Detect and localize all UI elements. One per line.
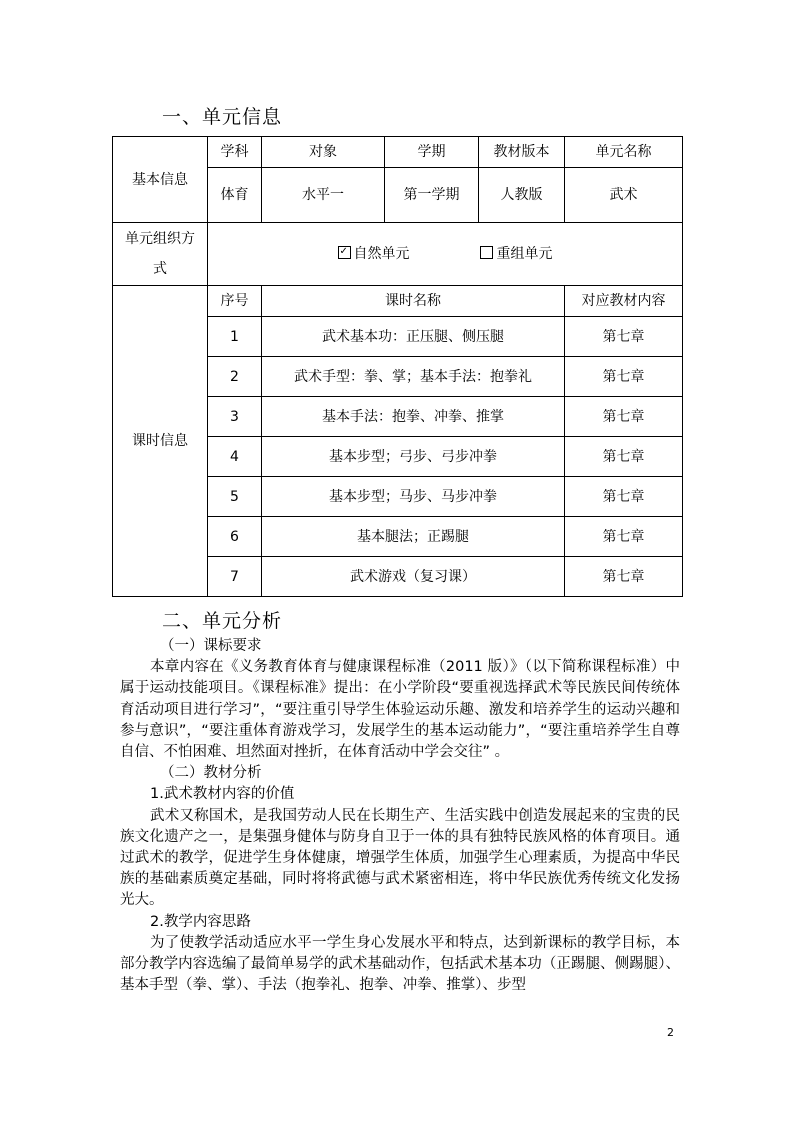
lesson-content: 第七章 [565,397,683,437]
page-number: 2 [667,1026,674,1039]
subheading-curriculum-standard: （一）课标要求 [160,638,262,654]
checkbox-empty-icon [480,246,493,259]
lesson-content: 第七章 [565,317,683,357]
subheading-textbook-analysis: （二）教材分析 [160,765,262,782]
org-label: 单元组织方式 [113,223,208,286]
lesson-no: 3 [208,397,262,437]
lesson-name: 基本步型；马步、马步冲拳 [262,477,565,517]
subheading-content-value: 1.武术教材内容的价值 [150,786,295,803]
basic-info-label: 基本信息 [113,137,208,223]
checkbox-label: 重组单元 [496,246,553,262]
lesson-no: 1 [208,317,262,357]
paragraph-curriculum-standard: 本章内容在《义务教育体育与健康课程标准（2011 版）》（以下简称课程标准）中属于运动技能项目。《课程标准》提出：在小学阶段“要重视选择武术等民族民间传统体育活动项目进行学习”，“要注重引导学生体验运动乐趣、激发和培养学生的运动兴趣和参与意识”，“要注重体育游戏学习，发展学生的基本运动能力”，“要注重培养学生自尊自信、不怕困难、坦然面对挫折，在体育活动中学会交往” 。 [120,659,680,761]
header-edition: 教材版本 [479,137,565,168]
unit-info-table [112,136,683,597]
checkbox-regroup-unit[interactable] [480,244,552,264]
value-semester: 第一学期 [385,168,479,223]
lesson-header-name: 课时名称 [262,286,565,317]
paragraph-teaching-approach: 为了使教学活动适应水平一学生身心发展水平和特点，达到新课标的教学目标，本部分教学内容选编了最简单易学的武术基础动作，包括武术基本功（正踢腿、侧踢腿）、基本手型（拳、掌）、手法（抱拳礼、抱拳、冲拳、推掌）、步型 [120,934,680,994]
lesson-name: 基本步型；弓步、弓步冲拳 [262,437,565,477]
lesson-no: 5 [208,477,262,517]
lesson-content: 第七章 [565,477,683,517]
lesson-content: 第七章 [565,557,683,597]
header-subject: 学科 [208,137,262,168]
subheading-teaching-approach: 2.教学内容思路 [150,913,251,930]
section-heading-unit-info: 一、单元信息 [162,106,283,128]
value-edition: 人教版 [479,168,565,223]
lesson-name: 武术游戏（复习课） [262,557,565,597]
checkbox-label: 自然单元 [353,246,410,262]
lesson-info-label: 课时信息 [113,286,208,597]
header-target: 对象 [262,137,385,168]
value-target: 水平一 [262,168,385,223]
header-semester: 学期 [385,137,479,168]
lesson-name: 武术手型：拳、掌；基本手法：抱拳礼 [262,357,565,397]
lesson-no: 7 [208,557,262,597]
checkbox-natural-unit[interactable] [338,244,410,264]
lesson-content: 第七章 [565,517,683,557]
org-options [208,223,683,286]
lesson-name: 武术基本功：正压腿、侧压腿 [262,317,565,357]
analysis-body [120,636,680,996]
lesson-name: 基本手法：抱拳、冲拳、推掌 [262,397,565,437]
lesson-content: 第七章 [565,437,683,477]
value-unit-name: 武术 [565,168,683,223]
lesson-no: 4 [208,437,262,477]
paragraph-content-value: 武术又称国术，是我国劳动人民在长期生产、生活实践中创造发展起来的宝贵的民族文化遗产之一，是集强身健体与防身自卫于一体的具有独特民族风格的体育项目。通过武术的教学，促进学生身体健康，增强学生体质，加强学生心理素质，为提高中华民族的基础素质奠定基础，同时将将武德与武术紧密相连，将中华民族优秀传统文化发扬光大。 [120,807,680,909]
value-subject: 体育 [208,168,262,223]
lesson-no: 6 [208,517,262,557]
lesson-header-no: 序号 [208,286,262,317]
header-unit-name: 单元名称 [565,137,683,168]
checkbox-checked-icon [338,246,351,259]
section-heading-unit-analysis: 二、单元分析 [162,610,283,632]
lesson-no: 2 [208,357,262,397]
lesson-header-content: 对应教材内容 [565,286,683,317]
lesson-name: 基本腿法；正踢腿 [262,517,565,557]
lesson-content: 第七章 [565,357,683,397]
